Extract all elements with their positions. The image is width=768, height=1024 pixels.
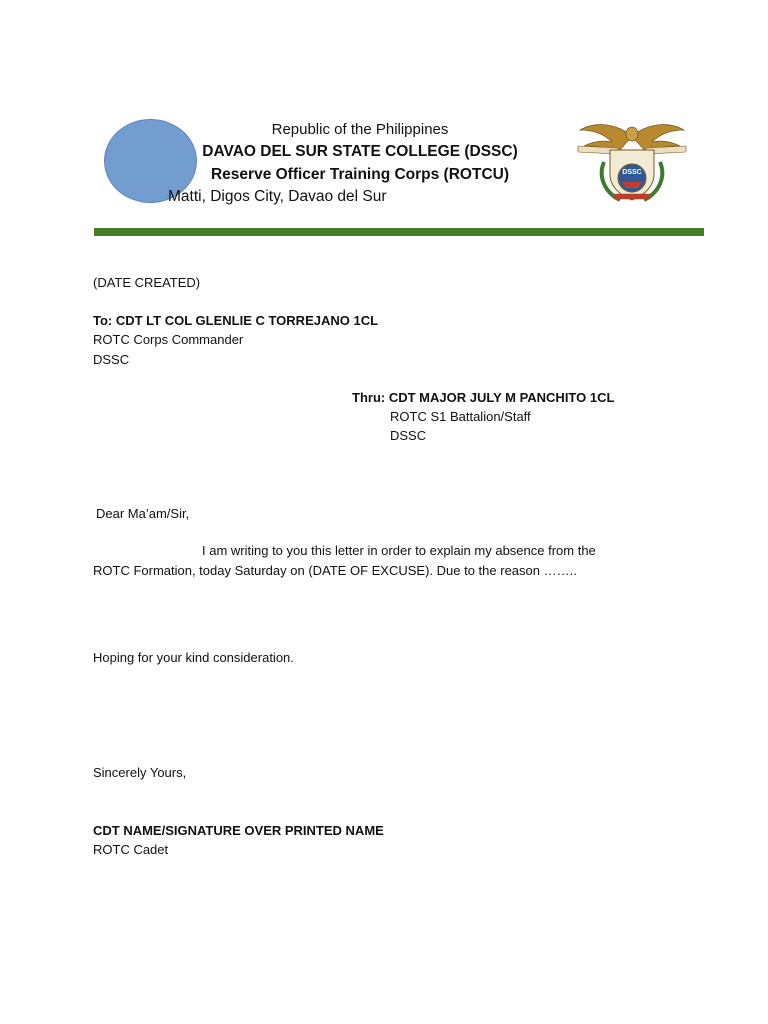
- signer-title: ROTC Cadet: [93, 842, 169, 857]
- complimentary-close: Sincerely Yours,: [93, 765, 187, 780]
- recipient-line: To: CDT LT COL GLENLIE C TORREJANO 1CL: [93, 313, 379, 328]
- thru-position: ROTC S1 Battalion/Staff: [390, 409, 531, 424]
- body-line-2: ROTC Formation, today Saturday on (DATE OF EXCUSE). Due to the reason ……..: [93, 563, 577, 578]
- thru-line: Thru: CDT MAJOR JULY M PANCHITO 1CL: [352, 390, 615, 405]
- closing-note: Hoping for your kind consideration.: [93, 650, 294, 665]
- header-divider: [94, 228, 704, 236]
- salutation: Dear Ma’am/Sir,: [96, 506, 190, 521]
- header-college: DAVAO DEL SUR STATE COLLEGE (DSSC): [202, 143, 518, 160]
- rotc-emblem-icon: [574, 116, 690, 206]
- svg-text:DSSC: DSSC: [622, 169, 642, 176]
- header-unit: Reserve Officer Training Corps (ROTCU): [210, 166, 509, 183]
- body-line-1: I am writing to you this letter in order to explain my absence from the: [202, 543, 596, 558]
- header-country: Republic of the Philippines: [271, 121, 449, 138]
- recipient-unit: DSSC: [93, 352, 130, 367]
- recipient-position: ROTC Corps Commander: [93, 332, 244, 347]
- header-address: Matti, Digos City, Davao del Sur: [168, 188, 387, 205]
- thru-unit: DSSC: [390, 428, 427, 443]
- date-created: (DATE CREATED): [93, 275, 201, 290]
- signature-line: CDT NAME/SIGNATURE OVER PRINTED NAME: [93, 823, 384, 838]
